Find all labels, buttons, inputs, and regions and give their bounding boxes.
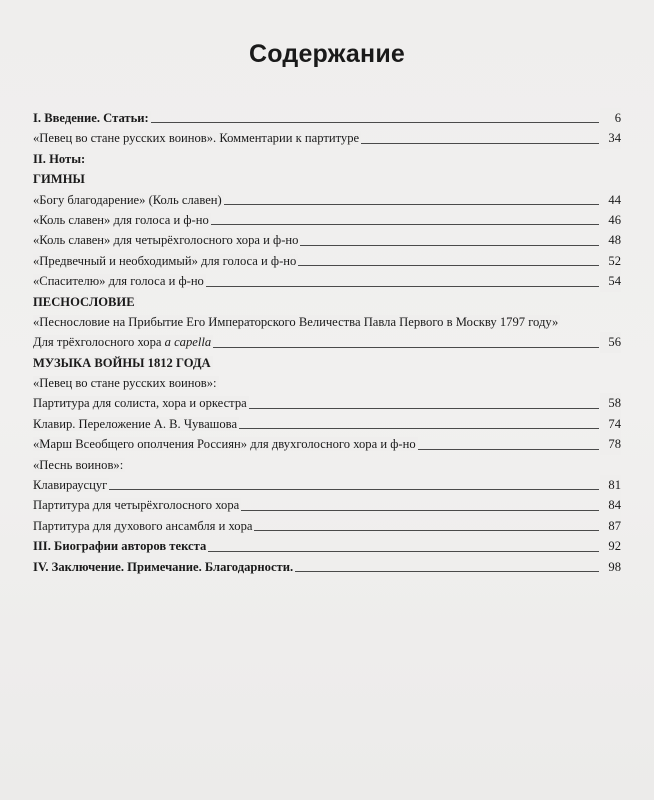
toc-entry-label — [33, 295, 137, 309]
toc-entry — [33, 108, 621, 128]
toc-entry-text: Клавираусцуг — [33, 478, 108, 493]
toc-page-number: 48 — [600, 230, 621, 250]
toc-entry — [33, 414, 621, 434]
toc-entry-label — [33, 335, 213, 349]
toc-entry — [33, 271, 621, 291]
toc-entry-text: «Певец во стане русских воинов»: — [33, 376, 217, 391]
toc-entry-label — [33, 376, 219, 390]
toc-entry-text: «Предвечный и необходимый» для голоса и ф-но — [33, 253, 297, 268]
toc-entry-label — [33, 111, 151, 125]
toc-entry-text: II. Ноты: — [33, 151, 86, 166]
toc-entry-label — [33, 193, 224, 207]
toc-entry-label — [33, 396, 249, 410]
toc-entry-label — [33, 458, 125, 472]
toc-entry — [33, 169, 621, 189]
toc-entry — [33, 230, 621, 250]
toc-entry — [33, 393, 621, 413]
toc-entry-text: «Песнь воинов»: — [33, 457, 124, 472]
toc-entry-text: «Спасителю» для голоса и ф-но — [33, 274, 204, 289]
toc-page-number: 84 — [600, 495, 621, 515]
toc-entry-text: ПЕСНОСЛОВИЕ — [33, 294, 135, 309]
toc-entry-italic-text: a capella — [164, 335, 212, 350]
toc-entry-label — [33, 539, 208, 553]
toc-entry-text: «Песнословие на Прибытие Его Императорского Величества Павла Первого в Москву 1797 году» — [33, 314, 559, 329]
toc-page-number: 87 — [600, 516, 621, 536]
toc-entry-label — [33, 478, 109, 492]
toc-entry-text: III. Биографии авторов текста — [33, 539, 207, 554]
toc-entry-label — [33, 560, 295, 574]
toc-page-number: 44 — [600, 190, 621, 210]
toc-entry — [33, 149, 621, 169]
toc-entry-label — [33, 233, 300, 247]
toc-entry-text: I. Введение. Статьи: — [33, 111, 149, 125]
toc-entry-text: Партитура для четырёхголосного хора — [33, 498, 240, 513]
toc-entry-text: «Коль славен» для голоса и ф-но — [33, 212, 209, 227]
toc-entry-label — [33, 254, 298, 268]
toc-entry-label — [33, 315, 560, 329]
toc-entry-label — [33, 498, 241, 512]
toc-entry-text: Партитура для духового ансамбля и хора — [33, 518, 253, 533]
toc-entry — [33, 190, 621, 210]
toc-entry — [33, 332, 621, 352]
toc-entry — [33, 495, 621, 515]
toc-entry-label — [33, 417, 239, 431]
toc-entry — [33, 251, 621, 271]
toc-page-number: 6 — [600, 108, 621, 128]
toc-entry-label — [33, 131, 361, 145]
toc-page-number: 56 — [600, 332, 621, 352]
toc-entry — [33, 353, 621, 373]
toc-entry — [33, 455, 621, 475]
toc-entry-label — [33, 274, 206, 288]
toc-entry — [33, 373, 621, 393]
toc-entry-label — [33, 437, 418, 451]
toc-entry — [33, 516, 621, 536]
toc-entry-text: «Коль славен» для четырёхголосного хора и ф-но — [33, 233, 299, 248]
toc-entry-text: «Марш Всеобщего ополчения Россиян» для двухголосного хора и ф-но — [33, 437, 416, 452]
toc-entry-text: IV. Заключение. Примечание. Благодарности. — [33, 559, 294, 574]
toc-entry-text: Для трёхголосного хора — [33, 335, 162, 350]
toc-page-number: 74 — [600, 414, 621, 434]
toc-entry — [33, 557, 621, 577]
toc-page-number: 81 — [600, 475, 621, 495]
toc-page-number: 92 — [600, 536, 621, 556]
toc-entry-label — [33, 152, 87, 166]
toc-entry-text: «Богу благодарение» (Коль славен) — [33, 192, 222, 207]
toc-page-number: 46 — [600, 210, 621, 230]
toc-entry-text: «Певец во стане русских воинов». Комментарии к партитуре — [33, 131, 360, 146]
toc-page-number: 98 — [600, 557, 621, 577]
toc-entry-label — [33, 519, 254, 533]
toc-entry — [33, 434, 621, 454]
toc-entry — [33, 475, 621, 495]
toc-entry-label — [33, 213, 211, 227]
toc-entry-text: Клавир. Переложение А. В. Чувашова — [33, 416, 238, 431]
toc-entry-label — [33, 172, 87, 186]
toc-entry — [33, 292, 621, 312]
toc-entry-text: МУЗЫКА ВОЙНЫ 1812 ГОДА — [33, 355, 211, 370]
toc-page-number: 58 — [600, 393, 621, 413]
page-title: Содержание — [248, 40, 406, 68]
toc-entry — [33, 536, 621, 556]
toc-entry-text: ГИМНЫ — [33, 172, 85, 187]
toc-page-number: 52 — [600, 251, 621, 271]
toc-page-number: 78 — [600, 434, 621, 454]
toc-entry-text: Партитура для солиста, хора и оркестра — [33, 396, 247, 411]
table-of-contents — [33, 108, 621, 577]
toc-page-number: 34 — [600, 128, 621, 148]
toc-entry — [33, 128, 621, 148]
toc-entry-label — [33, 356, 213, 370]
toc-page-number: 54 — [600, 271, 621, 291]
toc-entry — [33, 210, 621, 230]
toc-entry — [33, 312, 621, 332]
